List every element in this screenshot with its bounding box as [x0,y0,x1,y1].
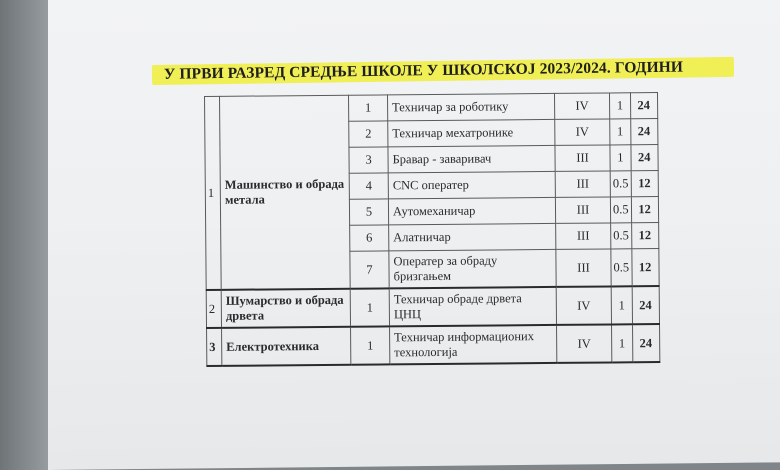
profile-number: 5 [349,199,388,225]
area-name: Машинство и обрада метала [220,95,351,290]
enrollment-table [204,92,660,367]
profile-students: 24 [632,324,659,362]
profile-classes: 1 [611,286,632,324]
profile-students: 12 [631,171,658,197]
profile-degree: IV [554,93,609,119]
profile-name: Бравар - заваривач [388,145,555,172]
profile-name: Алатничар [389,223,556,250]
profile-degree: III [555,145,610,171]
profile-number: 1 [351,326,390,364]
area-number: 1 [205,96,222,290]
profile-degree: IV [557,324,612,362]
heading-text: У ПРВИ РАЗРЕД СРЕДЊЕ ШКОЛЕ У ШКОЛСКОЈ 2023/2024. ГОДИНИ [163,58,684,83]
profile-degree: III [556,223,611,249]
profile-name: CNC оператер [388,171,555,198]
profile-classes: 1 [610,145,631,171]
table-row [207,324,660,366]
profile-number: 2 [349,121,388,147]
profile-students: 12 [631,223,658,249]
profile-number: 1 [350,288,389,326]
profile-students: 24 [631,145,658,171]
area-number: 3 [207,328,222,366]
profile-classes: 1 [610,119,631,145]
profile-name: Техничар обраде дрвета ЦНЦ [389,287,556,326]
profile-degree: IV [555,119,610,145]
profile-degree: IV [556,286,611,324]
profile-degree: III [555,171,610,197]
table-row [205,93,658,123]
profile-name: Оператер за обраду бризгањем [389,249,556,288]
profile-number: 4 [349,173,388,199]
profile-classes: 0.5 [610,197,631,223]
profile-number: 1 [348,95,387,121]
area-name: Електротехника [222,327,351,366]
profile-classes: 1 [609,93,630,119]
area-number: 2 [206,290,221,328]
profile-degree: III [556,249,611,287]
profile-name: Техничар за роботику [387,93,554,120]
profile-number: 3 [349,147,388,173]
profile-number: 7 [350,251,389,289]
profile-classes: 0.5 [611,223,632,249]
profile-name: Аутомеханичар [388,197,555,224]
profile-classes: 0.5 [610,171,631,197]
profile-students: 24 [632,286,659,324]
profile-name: Техничар мехатронике [388,119,555,146]
profile-classes: 1 [612,324,633,362]
profile-students: 24 [630,119,657,145]
profile-students: 24 [630,93,657,119]
profile-name: Техничар информационих технологија [390,325,557,364]
enrollment-table-wrap [204,92,660,367]
profile-number: 6 [350,225,389,251]
profile-students: 12 [631,197,658,223]
profile-students: 12 [631,249,658,287]
table-row [206,286,659,328]
area-name: Шумарство и обрада дрвета [221,289,350,328]
profile-classes: 0.5 [611,249,632,287]
background-edge [0,0,52,470]
profile-degree: III [555,197,610,223]
